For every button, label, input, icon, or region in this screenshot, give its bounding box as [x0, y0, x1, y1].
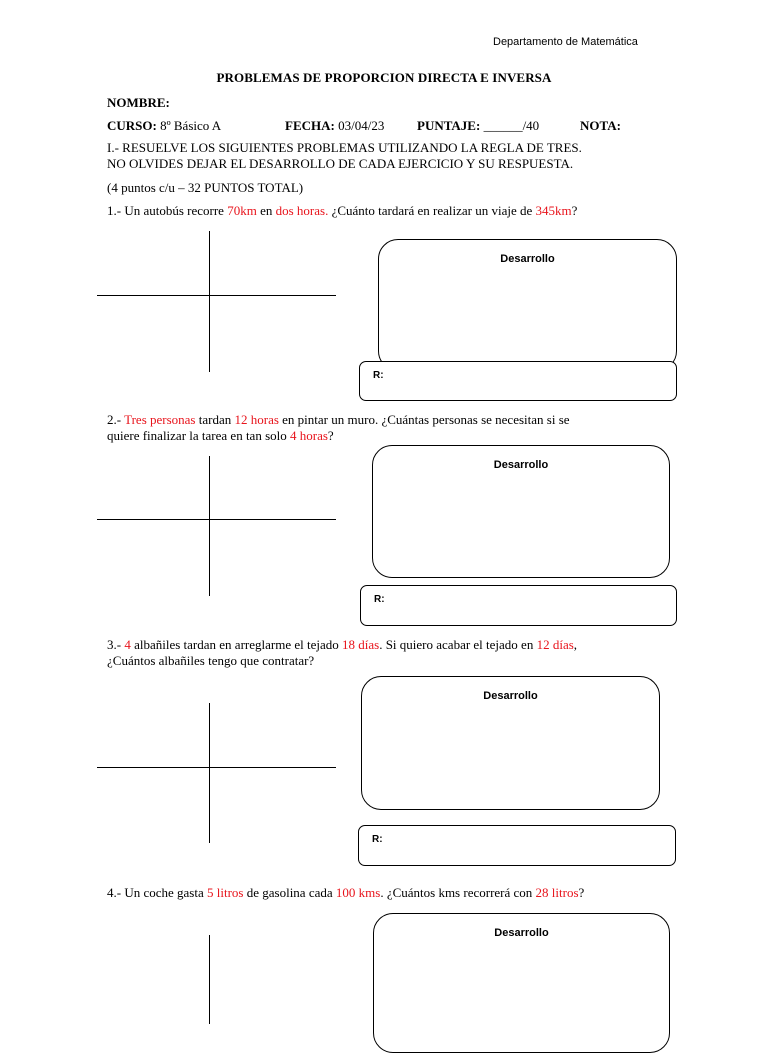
rule-of-three-vertical-line: [209, 231, 210, 372]
answer-label: R:: [372, 834, 383, 845]
puntaje-value: ______/40: [483, 118, 540, 133]
problem-3-text: 3.- 4 albañiles tardan en arreglarme el tejado 18 días. Si quiero acabar el tejado en 12 días,: [107, 637, 578, 652]
problem-4-text: 4.- Un coche gasta 5 litros de gasolina cada 100 kms. ¿Cuántos kms recorrerá con 28 litros?: [107, 885, 585, 900]
desarrollo-label: Desarrollo: [483, 690, 538, 702]
nota-label: NOTA:: [580, 118, 621, 133]
fecha-field: [285, 118, 384, 134]
fecha-label: FECHA:: [285, 118, 335, 133]
curso-label: CURSO:: [107, 118, 157, 133]
curso-value: 8º Básico A: [160, 118, 222, 133]
page-title: PROBLEMAS DE PROPORCION DIRECTA E INVERSA: [216, 70, 552, 85]
rule-of-three-horizontal-line: [97, 295, 336, 296]
rule-of-three-vertical-line: [209, 456, 210, 596]
problem-2-text: 2.- Tres personas tardan 12 horas en pintar un muro. ¿Cuántas personas se necesitan si se: [107, 412, 570, 427]
nombre-label: NOMBRE:: [107, 95, 170, 110]
answer-box-2[interactable]: [360, 585, 677, 626]
desarrollo-label: Desarrollo: [494, 927, 549, 939]
department-header: Departamento de Matemática: [493, 36, 638, 48]
desarrollo-box-1[interactable]: [378, 239, 677, 371]
answer-box-3[interactable]: [358, 825, 676, 866]
puntaje-field: [417, 118, 539, 134]
answer-label: R:: [373, 370, 384, 381]
rule-of-three-vertical-line: [209, 703, 210, 843]
instruction-line-2: NO OLVIDES DEJAR EL DESARROLLO DE CADA EJERCICIO Y SU RESPUESTA.: [107, 156, 574, 171]
desarrollo-box-4[interactable]: [373, 913, 670, 1053]
desarrollo-box-3[interactable]: [361, 676, 660, 810]
fecha-value: 03/04/23: [338, 118, 385, 133]
rule-of-three-horizontal-line: [97, 519, 336, 520]
puntaje-label: PUNTAJE:: [417, 118, 481, 133]
instruction-line-1: I.- RESUELVE LOS SIGUIENTES PROBLEMAS UTILIZANDO LA REGLA DE TRES.: [107, 140, 582, 155]
desarrollo-label: Desarrollo: [500, 253, 555, 265]
problem-3-text-line-2: ¿Cuántos albañiles tengo que contratar?: [107, 653, 315, 668]
problem-2-text-line-2: quiere finalizar la tarea en tan solo 4 horas?: [107, 428, 334, 443]
rule-of-three-horizontal-line: [97, 767, 336, 768]
answer-box-1[interactable]: [359, 361, 677, 401]
answer-label: R:: [374, 594, 385, 605]
desarrollo-box-2[interactable]: [372, 445, 670, 578]
points-note: (4 puntos c/u – 32 PUNTOS TOTAL): [107, 180, 304, 195]
desarrollo-label: Desarrollo: [493, 459, 549, 471]
problem-1-text: 1.- Un autobús recorre 70km en dos horas. ¿Cuánto tardará en realizar un viaje de 345km?: [107, 203, 578, 218]
rule-of-three-vertical-line: [209, 935, 210, 1024]
curso-field: [107, 118, 221, 134]
